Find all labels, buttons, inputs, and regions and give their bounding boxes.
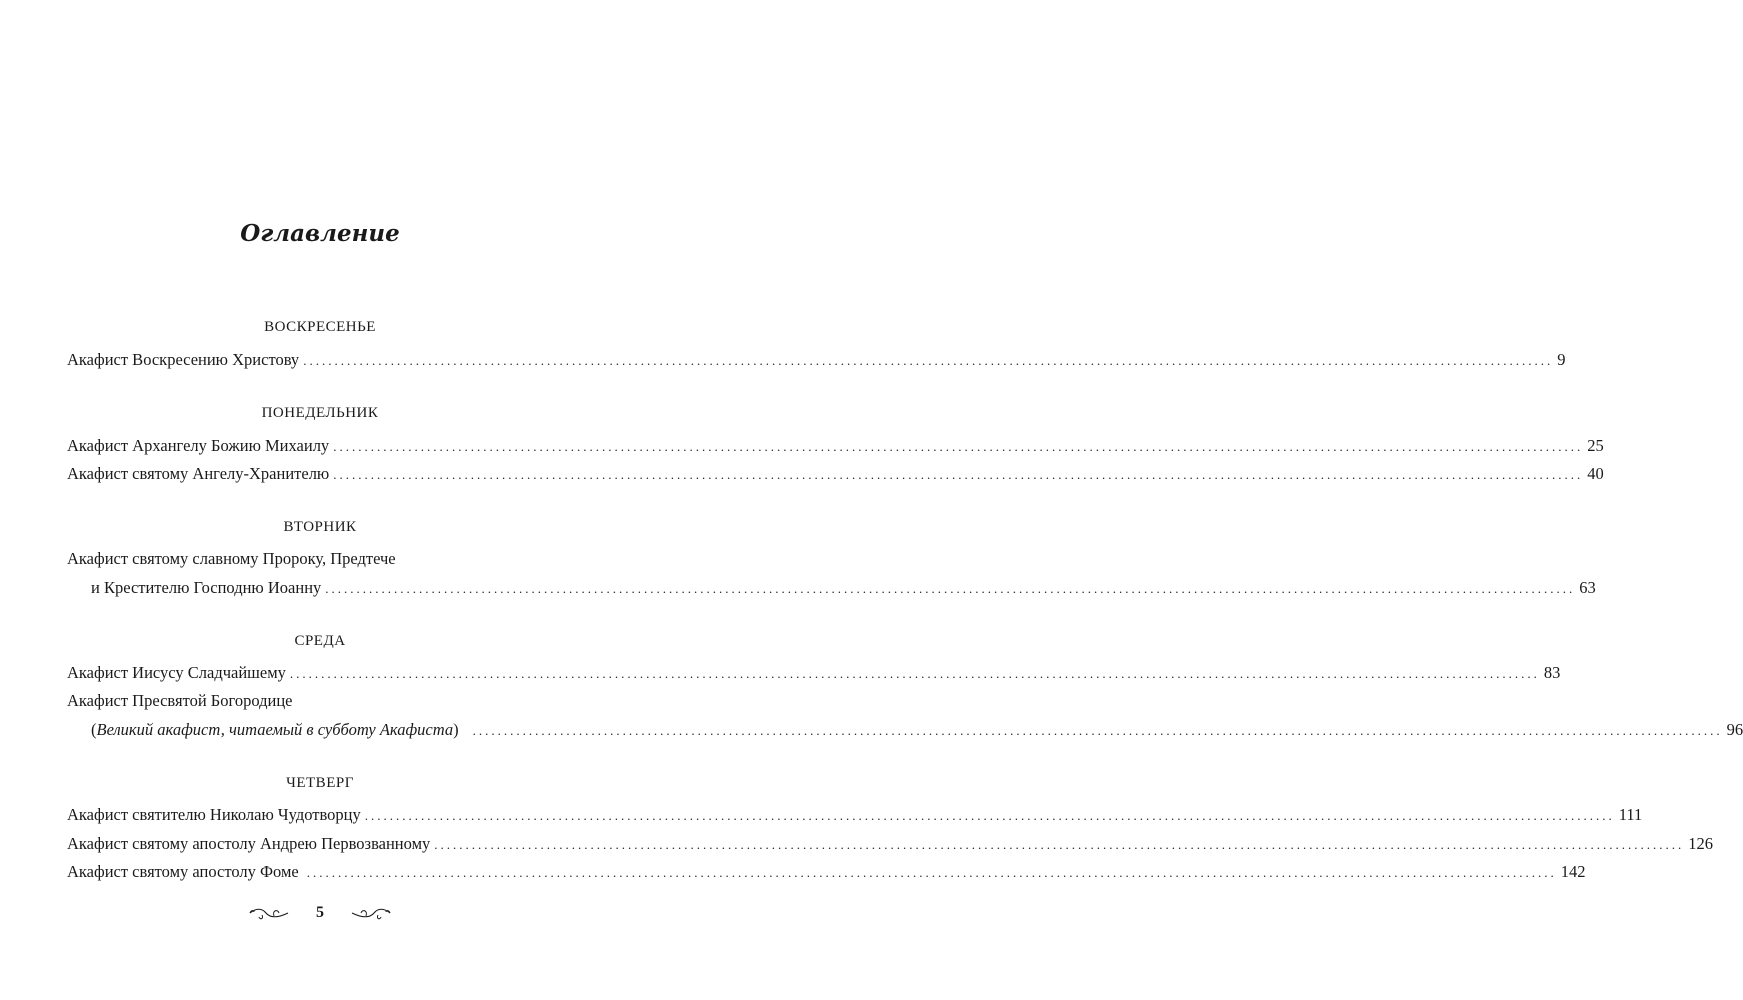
toc-entry [67, 435, 1604, 458]
toc-entry-title: Акафист святому Ангелу-Хранителю [67, 464, 330, 483]
section-heading-wednesday: СРЕДА [294, 633, 346, 649]
section-heading-monday: ПОНЕДЕЛЬНИК [261, 405, 379, 421]
toc-entry [67, 861, 1586, 884]
toc-entry [67, 804, 1643, 827]
toc-entry [67, 662, 1561, 685]
toc-entry-subtitle: Великий акафист, читаемый в субботу Акафиста [96, 720, 454, 739]
toc-entry-title: Акафист святому апостолу Андрею Первозванному [67, 834, 431, 853]
dot-leader: ........................................................................................................................................................................................................ [289, 666, 1540, 681]
dot-leader: ........................................................................................................................................................................................................ [333, 467, 1584, 482]
dot-leader: ........................................................................................................................................................................................................ [472, 723, 1723, 738]
toc-entry-title: Акафист святому апостолу Фоме [67, 862, 299, 881]
toc-entry-page: 9 [1557, 350, 1566, 369]
page-folio [0, 904, 640, 922]
toc-entry-page: 142 [1560, 862, 1586, 881]
dot-leader: ........................................................................................................................................................................................................ [303, 353, 1554, 368]
toc-entry-title: и Крестителю Господню Иоанну [91, 578, 322, 597]
toc-entry-title: Акафист святителю Николаю Чудотворцу [67, 805, 361, 824]
toc-entry-page: 83 [1543, 663, 1561, 682]
toc-entry [67, 349, 1566, 372]
toc-entry-page: 63 [1579, 578, 1596, 597]
toc-entry-page: 40 [1587, 464, 1604, 483]
toc-entry-page: 96 [1726, 720, 1743, 739]
section-heading-sunday: ВОСКРЕСЕНЬЕ [264, 319, 376, 335]
toc-entry [91, 719, 1743, 742]
section-heading-thursday: ЧЕТВЕРГ [286, 775, 354, 791]
toc-entry [67, 833, 1714, 856]
ornament-right-icon [350, 904, 392, 922]
toc-entry-title: Акафист Иисусу Сладчайшему [67, 663, 286, 682]
toc-entry-line1: Акафист святому славному Пророку, Предтече [67, 549, 396, 568]
page-title: Оглавление [240, 220, 400, 247]
ornament-left-icon [248, 904, 290, 922]
paren-open: ( [91, 720, 97, 739]
toc-entry-page: 111 [1618, 805, 1643, 824]
toc-entry-page: 25 [1587, 436, 1604, 455]
toc-entry-title: Акафист Архангелу Божию Михаилу [67, 436, 330, 455]
dot-leader: ........................................................................................................................................................................................................ [325, 581, 1576, 596]
dot-leader: ........................................................................................................................................................................................................ [364, 808, 1615, 823]
toc-entry [91, 577, 1596, 600]
paren-close: ) [453, 720, 459, 739]
section-heading-tuesday: ВТОРНИК [283, 519, 357, 535]
toc-entry-title [91, 719, 459, 741]
page-number: 5 [316, 904, 324, 921]
toc-entry-line1: Акафист Пресвятой Богородице [67, 691, 293, 710]
dot-leader: ........................................................................................................................................................................................................ [434, 837, 1685, 852]
toc-entry-page: 126 [1688, 834, 1714, 853]
toc-entry-title: Акафист Воскресению Христову [67, 350, 300, 369]
dot-leader: ........................................................................................................................................................................................................ [333, 439, 1584, 454]
dot-leader: ........................................................................................................................................................................................................ [306, 865, 1557, 880]
toc-entry [67, 463, 1604, 486]
